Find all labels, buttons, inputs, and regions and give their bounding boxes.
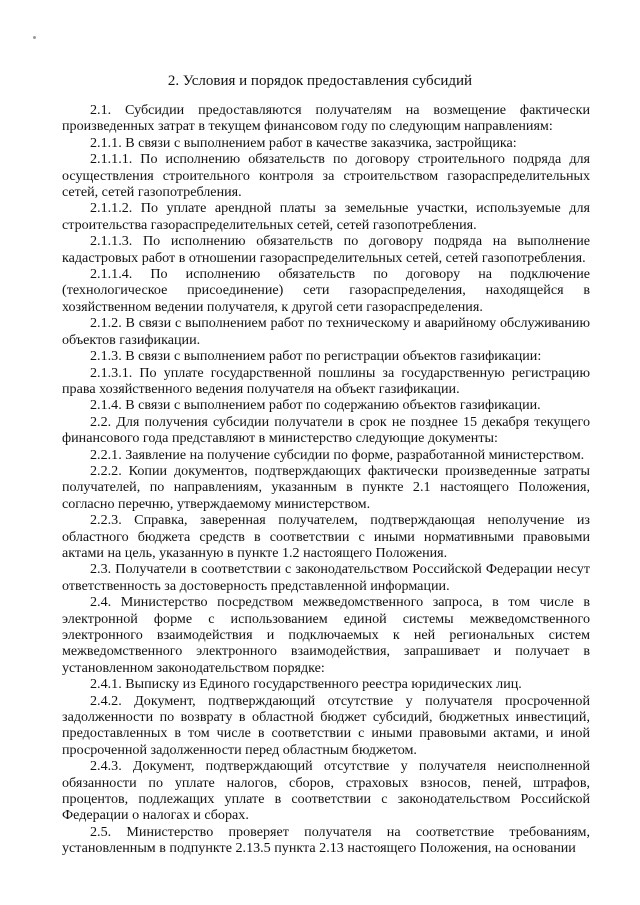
paragraph-2-2-1: 2.2.1. Заявление на получение субсидии по форме, разработанной министерством. [90, 446, 585, 463]
paragraph-2-4-3: 2.4.3. Документ, подтверждающий отсутствие у получателя неисполненной обязанности по уплате налогов, сборов, страховых взносов, пеней, штрафов, процентов, подлежащих уплате в соответствии с законодательством Российской Федерации о налогах и сборах. [62, 758, 590, 824]
paragraph-2-4: 2.4. Министерство посредством межведомственного запроса, в том числе в электронной форме с использованием единой системы межведомственного электронного взаимодействия и подключаемых к ней региональных систем межведомственного электронного взаимодействия, запрашивает и получает в установленном законодательством порядке: [62, 594, 590, 676]
paragraph-2-1-1-2: 2.1.1.2. По уплате арендной платы за земельные участки, используемые для строительства газораспределительных сетей, сетей газопотребления. [62, 200, 590, 233]
paragraph-2-1-2: 2.1.2. В связи с выполнением работ по техническому и аварийному обслуживанию объектов газификации. [62, 315, 590, 348]
paragraph-2-1-1-3: 2.1.1.3. По исполнению обязательств по договору подряда на выполнение кадастровых работ в отношении газораспределительных сетей, сетей газопотребления. [62, 233, 590, 266]
paragraph-2-1-3: 2.1.3. В связи с выполнением работ по регистрации объектов газификации: [90, 348, 542, 365]
paragraph-2-1-1-1: 2.1.1.1. По исполнению обязательств по договору строительного подряда для осуществления строительного контроля за строительством газораспределительных сетей, сетей газопотребления. [62, 151, 590, 201]
scan-dot-mark [33, 36, 36, 39]
paragraph-2-2-3: 2.2.3. Справка, заверенная получателем, подтверждающая неполучение из областного бюджета средств в соответствии с иными нормативными правовыми актами на цель, указанную в пункте 1.2 настоящего Положения. [62, 512, 590, 561]
document-body [62, 102, 590, 857]
paragraph-2-5: 2.5. Министерство проверяет получателя на соответствие требованиям, установленным в подпункте 2.13.5 пункта 2.13 настоящего Положения, на основании [62, 823, 590, 857]
paragraph-2-1-4: 2.1.4. В связи с выполнением работ по содержанию объектов газификации. [90, 397, 541, 414]
paragraph-2-1: 2.1. Субсидии предоставляются получателям на возмещение фактически произведенных затрат в текущем финансовом году по следующим направлениям: [62, 102, 590, 135]
paragraph-2-4-2: 2.4.2. Документ, подтверждающий отсутствие у получателя просроченной задолженности по возврату в областной бюджет субсидий, бюджетных инвестиций, предоставленных в том числе в соответствии с иными правовыми актами, и иной просроченной задолженности перед областным бюджетом. [62, 692, 590, 758]
section-title: 2. Условия и порядок предоставления субсидий [167, 73, 473, 89]
paragraph-2-1-3-1: 2.1.3.1. По уплате государственной пошлины за государственную регистрацию права хозяйственного ведения получателя на объект газификации. [62, 364, 590, 397]
paragraph-2-3: 2.3. Получатели в соответствии с законодательством Российской Федерации несут ответственность за достоверность представленной информации. [62, 561, 590, 594]
paragraph-2-2: 2.2. Для получения субсидии получатели в срок не позднее 15 декабря текущего финансового года представляют в министерство следующие документы: [62, 413, 590, 447]
paragraph-2-1-1-4: 2.1.1.4. По исполнению обязательств по договору на подключение (технологическое присоединение) сети газораспределения, находящейся в хозяйственном ведении получателя, к другой сети газораспределения. [62, 266, 590, 315]
paragraph-2-1-1: 2.1.1. В связи с выполнением работ в качестве заказчика, застройщика: [90, 134, 517, 151]
paragraph-2-2-2: 2.2.2. Копии документов, подтверждающих фактически произведенные затраты получателей, по направлениям, указанным в пункте 2.1 настоящего Положения, согласно перечню, утверждаемому министерством. [62, 462, 590, 512]
paragraph-2-4-1: 2.4.1. Выписку из Единого государственного реестра юридических лиц. [90, 676, 522, 693]
